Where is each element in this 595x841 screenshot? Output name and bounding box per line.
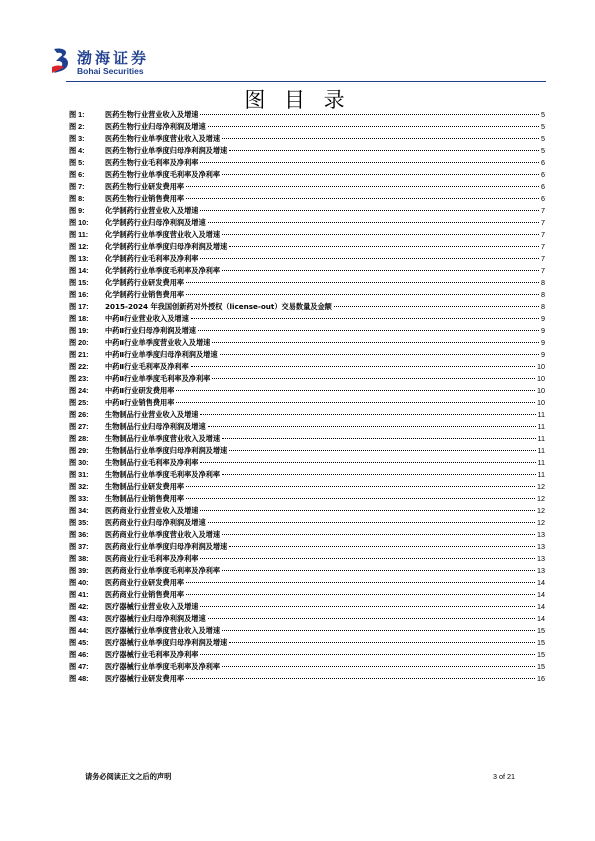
toc-leader-dots [176,402,535,403]
toc-entry-page: 5 [541,146,545,155]
toc-entry-title: 医药生物行业单季度毛利率及净利率 [105,170,221,179]
toc-entry-page: 15 [537,638,545,647]
toc-entry-title: 生物制品行业销售费用率 [105,494,185,503]
toc-entry-title: 生物制品行业单季度毛利率及净利率 [105,470,221,479]
toc-entry[interactable] [69,638,545,650]
toc-leader-dots [208,522,535,523]
toc-entry-title: 中药Ⅱ行业单季度毛利率及净利率 [105,374,211,383]
toc-entry-page: 6 [541,194,545,203]
toc-entry-number: 图 7: [69,182,85,191]
toc-entry-number: 图 43: [69,614,89,623]
toc-entry-number: 图 4: [69,146,85,155]
toc-leader-dots [222,138,539,139]
toc-leader-dots [186,282,539,283]
toc-entry[interactable] [69,350,545,362]
toc-entry[interactable] [69,134,545,146]
toc-leader-dots [229,150,539,151]
toc-entry-number: 图 38: [69,554,89,563]
toc-entry-number: 图 27: [69,422,89,431]
toc-entry-number: 图 11: [69,230,89,239]
toc-entry-number: 图 48: [69,674,89,683]
toc-entry-page: 12 [537,518,545,527]
toc-entry-title: 医药生物行业研发费用率 [105,182,185,191]
toc-entry-page: 15 [537,662,545,671]
toc-entry-number: 图 24: [69,386,89,395]
logo-chinese-name: 渤海证券 [77,49,150,67]
toc-entry-number: 图 9: [69,206,85,215]
toc-entry-page: 12 [537,506,545,515]
toc-leader-dots [208,222,539,223]
toc-entry-page: 12 [537,482,545,491]
toc-entry-page: 11 [537,470,545,479]
toc-entry-title: 医药生物行业毛利率及净利率 [105,158,199,167]
toc-entry[interactable] [69,278,545,290]
toc-entry-number: 图 37: [69,542,89,551]
toc-entry-page: 7 [541,254,545,263]
toc-leader-dots [229,246,539,247]
toc-entry-title: 医药生物行业销售费用率 [105,194,185,203]
toc-entry-number: 图 19: [69,326,89,335]
toc-entry-title: 中药Ⅱ行业营业收入及增速 [105,314,189,323]
toc-entry-number: 图 44: [69,626,89,635]
toc-entry-number: 图 1: [69,110,85,119]
toc-entry-title: 医药商业行业销售费用率 [105,590,185,599]
toc-entry-number: 图 22: [69,362,89,371]
toc-entry-page: 14 [537,602,545,611]
toc-entry-page: 5 [541,122,545,131]
toc-entry-number: 图 33: [69,494,89,503]
toc-entry-number: 图 18: [69,314,89,323]
toc-entry-title: 生物制品行业单季度营业收入及增速 [105,434,221,443]
toc-entry-title: 医药商业行业归母净利润及增速 [105,518,206,527]
toc-entry-page: 15 [537,626,545,635]
toc-entry-page: 7 [541,218,545,227]
toc-entry[interactable] [69,338,545,350]
toc-entry[interactable] [69,398,545,410]
toc-entry[interactable] [69,494,545,506]
toc-entry-page: 14 [537,578,545,587]
toc-entry-number: 图 28: [69,434,89,443]
toc-entry[interactable] [69,182,545,194]
toc-leader-dots [222,474,536,475]
toc-entry-title: 医疗器械行业归母净利润及增速 [105,614,206,623]
toc-entry[interactable] [69,470,545,482]
toc-entry-title: 化学制药行业归母净利润及增速 [105,218,206,227]
toc-entry-title: 中药Ⅱ行业单季度营业收入及增速 [105,338,211,347]
toc-entry-number: 图 46: [69,650,89,659]
toc-entry-title: 中药Ⅱ行业销售费用率 [105,398,175,407]
toc-entry-title: 医疗器械行业研发费用率 [105,674,185,683]
toc-leader-dots [200,114,539,115]
toc-entry-title: 医疗器械行业营业收入及增速 [105,602,199,611]
toc-leader-dots [222,666,535,667]
toc-entry-number: 图 23: [69,374,89,383]
toc-leader-dots [220,354,539,355]
toc-entry[interactable] [69,662,545,674]
toc-entry[interactable] [69,122,545,134]
toc-entry-page: 6 [541,170,545,179]
toc-leader-dots [186,678,535,679]
toc-entry-page: 6 [541,158,545,167]
toc-entry-number: 图 15: [69,278,89,287]
toc-entry-number: 图 16: [69,290,89,299]
toc-entry-number: 图 47: [69,662,89,671]
toc-entry-number: 图 39: [69,566,89,575]
toc-entry-page: 10 [537,398,545,407]
toc-entry-number: 图 42: [69,602,89,611]
toc-entry-page: 9 [541,338,545,347]
toc-entry-title: 化学制药行业研发费用率 [105,278,185,287]
toc-entry[interactable] [69,542,545,554]
toc-entry[interactable] [69,110,545,122]
toc-entry-title: 医疗器械行业单季度毛利率及净利率 [105,662,221,671]
toc-entry-page: 7 [541,230,545,239]
toc-entry-title: 医药生物行业单季度归母净利润及增速 [105,146,228,155]
toc-entry[interactable] [69,314,545,326]
toc-entry[interactable] [69,374,545,386]
toc-entry-number: 图 10: [69,218,89,227]
toc-entry-page: 11 [537,458,545,467]
toc-entry-number: 图 30: [69,458,89,467]
toc-entry[interactable] [69,506,545,518]
toc-leader-dots [200,654,535,655]
toc-entry[interactable] [69,650,545,662]
toc-entry[interactable] [69,158,545,170]
page-title: 图 目 录 [244,88,351,112]
toc-entry-number: 图 34: [69,506,89,515]
toc-entry[interactable] [69,254,545,266]
toc-entry-number: 图 5: [69,158,85,167]
toc-entry-title: 中药Ⅱ行业归母净利润及增速 [105,326,196,335]
toc-entry-title: 化学制药行业毛利率及净利率 [105,254,199,263]
toc-entry-page: 13 [537,530,545,539]
toc-entry[interactable] [69,266,545,278]
toc-entry-page: 7 [541,206,545,215]
toc-entry-title: 医药商业行业研发费用率 [105,578,185,587]
toc-entry[interactable] [69,326,545,338]
toc-entry-number: 图 13: [69,254,89,263]
toc-entry-page: 13 [537,566,545,575]
toc-entry-number: 图 21: [69,350,89,359]
toc-entry[interactable] [69,362,545,374]
toc-entry-number: 图 45: [69,638,89,647]
toc-entry-page: 14 [537,614,545,623]
toc-leader-dots [198,330,539,331]
toc-leader-dots [334,306,539,307]
toc-entry-number: 图 3: [69,134,85,143]
toc-entry[interactable] [69,530,545,542]
toc-entry-number: 图 20: [69,338,89,347]
toc-entry-number: 图 12: [69,242,89,251]
toc-entry-title: 中药Ⅱ行业研发费用率 [105,386,175,395]
toc-leader-dots [186,486,535,487]
toc-entry-page: 5 [541,110,545,119]
toc-entry[interactable] [69,434,545,446]
toc-entry-number: 图 26: [69,410,89,419]
toc-entry[interactable] [69,674,545,686]
toc-entry[interactable] [69,410,545,422]
toc-entry-page: 7 [541,266,545,275]
toc-entry-title: 生物制品行业归母净利润及增速 [105,422,206,431]
toc-entry-title: 医药商业行业单季度毛利率及净利率 [105,566,221,575]
toc-entry-page: 9 [541,326,545,335]
toc-entry-number: 图 17: [69,302,89,311]
toc-leader-dots [200,510,535,511]
toc-leader-dots [200,258,539,259]
toc-leader-dots [200,210,539,211]
toc-entry-page: 11 [537,410,545,419]
toc-leader-dots [222,630,535,631]
toc-entry-page: 11 [537,434,545,443]
toc-entry-page: 10 [537,386,545,395]
toc-entry-page: 10 [537,362,545,371]
toc-entry[interactable] [69,554,545,566]
toc-leader-dots [208,426,536,427]
toc-leader-dots [186,498,535,499]
toc-leader-dots [191,366,535,367]
toc-entry-number: 图 8: [69,194,85,203]
toc-leader-dots [186,198,539,199]
toc-leader-dots [186,186,539,187]
toc-entry-number: 图 32: [69,482,89,491]
toc-leader-dots [200,162,539,163]
toc-entry-title: 医药商业行业单季度营业收入及增速 [105,530,221,539]
toc-entry-page: 5 [541,134,545,143]
toc-entry-title: 医药商业行业营业收入及增速 [105,506,199,515]
toc-entry[interactable] [69,578,545,590]
toc-entry[interactable] [69,458,545,470]
toc-entry-title: 中药Ⅱ行业单季度归母净利润及增速 [105,350,218,359]
toc-entry[interactable] [69,626,545,638]
toc-entry[interactable] [69,614,545,626]
company-logo [50,46,250,80]
toc-entry-title: 化学制药行业单季度营业收入及增速 [105,230,221,239]
toc-entry[interactable] [69,446,545,458]
toc-leader-dots [222,438,536,439]
toc-entry-page: 14 [537,590,545,599]
toc-leader-dots [208,618,535,619]
toc-entry-title: 生物制品行业单季度归母净利润及增速 [105,446,228,455]
toc-entry-number: 图 31: [69,470,89,479]
toc-entry-title: 医疗器械行业毛利率及净利率 [105,650,199,659]
toc-entry[interactable] [69,170,545,182]
toc-entry[interactable] [69,518,545,530]
toc-leader-dots [222,174,539,175]
toc-entry-title: 医药商业行业单季度归母净利润及增速 [105,542,228,551]
toc-leader-dots [186,582,535,583]
disclaimer-note: 请务必阅读正文之后的声明 [85,772,172,781]
toc-entry-title: 生物制品行业毛利率及净利率 [105,458,199,467]
toc-entry-title: 化学制药行业营业收入及增速 [105,206,199,215]
toc-entry-page: 16 [537,674,545,683]
toc-entry-page: 7 [541,242,545,251]
toc-entry[interactable] [69,146,545,158]
toc-entry-title: 生物制品行业研发费用率 [105,482,185,491]
toc-leader-dots [191,318,539,319]
toc-entry-title: 化学制药行业单季度毛利率及净利率 [105,266,221,275]
toc-entry-number: 图 29: [69,446,89,455]
toc-entry[interactable] [69,602,545,614]
toc-entry-number: 图 14: [69,266,89,275]
toc-entry[interactable] [69,206,545,218]
toc-entry-title: 医药生物行业单季度营业收入及增速 [105,134,221,143]
toc-leader-dots [186,594,535,595]
toc-entry[interactable] [69,482,545,494]
toc-entry-page: 12 [537,494,545,503]
toc-entry-number: 图 25: [69,398,89,407]
toc-leader-dots [208,126,539,127]
figure-table-of-contents [69,110,545,686]
toc-entry-number: 图 2: [69,122,85,131]
toc-entry-title: 医药生物行业营业收入及增速 [105,110,199,119]
toc-leader-dots [200,558,535,559]
toc-entry-page: 13 [537,542,545,551]
toc-entry-number: 图 40: [69,578,89,587]
toc-leader-dots [176,390,535,391]
toc-entry[interactable] [69,422,545,434]
toc-entry[interactable] [69,386,545,398]
toc-entry-page: 8 [541,278,545,287]
toc-entry-page: 11 [537,422,545,431]
toc-entry-page: 9 [541,350,545,359]
page-number: 3 of 21 [493,772,515,781]
toc-entry-number: 图 6: [69,170,85,179]
toc-entry[interactable] [69,218,545,230]
toc-entry-title: 2015-2024 年我国创新药对外授权（license-out）交易数量及金额 [105,302,332,311]
toc-entry-page: 13 [537,554,545,563]
toc-leader-dots [229,450,535,451]
toc-leader-dots [222,270,539,271]
toc-entry[interactable] [69,302,545,314]
toc-entry[interactable] [69,242,545,254]
toc-entry-page: 9 [541,314,545,323]
toc-entry-page: 15 [537,650,545,659]
toc-entry[interactable] [69,590,545,602]
toc-entry-title: 医药商业行业毛利率及净利率 [105,554,199,563]
toc-entry-number: 图 35: [69,518,89,527]
toc-entry[interactable] [69,194,545,206]
toc-leader-dots [229,546,535,547]
toc-leader-dots [222,570,535,571]
toc-leader-dots [186,294,539,295]
toc-entry-title: 医药生物行业归母净利润及增速 [105,122,206,131]
toc-entry-page: 11 [537,446,545,455]
toc-entry-title: 医疗器械行业单季度营业收入及增速 [105,626,221,635]
toc-leader-dots [212,342,539,343]
toc-entry-title: 中药Ⅱ行业毛利率及净利率 [105,362,189,371]
toc-leader-dots [222,234,539,235]
toc-leader-dots [200,462,535,463]
toc-entry-number: 图 41: [69,590,89,599]
toc-leader-dots [222,534,535,535]
toc-entry-page: 10 [537,374,545,383]
toc-entry[interactable] [69,230,545,242]
toc-leader-dots [229,642,535,643]
toc-entry-page: 8 [541,290,545,299]
toc-entry[interactable] [69,290,545,302]
toc-leader-dots [200,606,535,607]
toc-entry-title: 化学制药行业销售费用率 [105,290,185,299]
bohai-logo-icon [50,46,72,76]
toc-entry-title: 医疗器械行业单季度归母净利润及增速 [105,638,228,647]
toc-entry[interactable] [69,566,545,578]
toc-entry-page: 6 [541,182,545,191]
toc-entry-number: 图 36: [69,530,89,539]
toc-entry-title: 生物制品行业营业收入及增速 [105,410,199,419]
toc-entry-title: 化学制药行业单季度归母净利润及增速 [105,242,228,251]
toc-leader-dots [212,378,535,379]
header-divider [66,81,546,82]
logo-english-name: Bohai Securities [77,66,144,76]
toc-entry-page: 8 [541,302,545,311]
toc-leader-dots [200,414,535,415]
